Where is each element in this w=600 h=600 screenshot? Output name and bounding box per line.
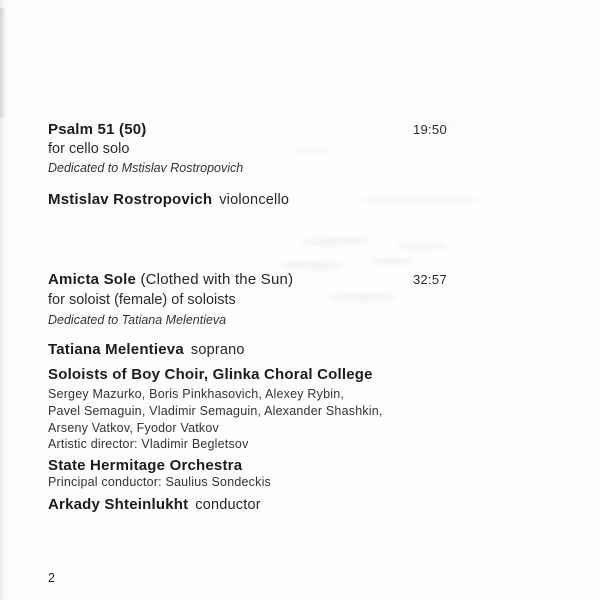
track2-dedication: Dedicated to Tatiana Melentieva	[48, 313, 227, 327]
track2-subtitle: for soloist (female) of soloists	[48, 292, 236, 308]
conductor-role: conductor	[195, 497, 261, 513]
track1-dedication: Dedicated to Mstislav Rostropovich	[48, 161, 244, 175]
show-through-artifact	[330, 294, 396, 301]
track1-duration: 19:50	[412, 122, 447, 137]
show-through-artifact	[292, 148, 332, 154]
show-through-artifact	[300, 237, 370, 246]
track1-title-row	[48, 121, 447, 138]
track2-title-row	[48, 271, 447, 288]
show-through-artifact	[282, 261, 342, 270]
track2-title: Amicta Sole (Clothed with the Sun)	[48, 271, 294, 288]
choir-members-line1: Sergey Mazurko, Boris Pinkhasovich, Alexey Rybin,	[48, 387, 345, 401]
show-through-artifact	[360, 196, 480, 204]
choir-artistic-director: Artistic director: Vladimir Begletsov	[48, 437, 249, 451]
scan-gutter-shadow-top	[0, 8, 7, 118]
choir-name: Soloists of Boy Choir, Glinka Choral College	[48, 366, 373, 383]
show-through-artifact	[398, 243, 446, 249]
track2-soloist-role: soprano	[190, 342, 245, 358]
track1-title: Psalm 51 (50)	[48, 121, 147, 138]
track2-soloist-name: Tatiana Melentieva	[48, 341, 184, 358]
track1-performer	[48, 191, 289, 209]
choir-members-line2: Pavel Semaguin, Vladimir Semaguin, Alexander Shashkin,	[48, 404, 383, 418]
track2-title-translation: (Clothed with the Sun)	[140, 271, 294, 288]
choir-members-line3: Arseny Vatkov, Fyodor Vatkov	[48, 421, 219, 435]
track1-soloist-name: Mstislav Rostropovich	[48, 191, 213, 208]
conductor-name: Arkady Shteinlukht	[48, 496, 189, 513]
show-through-artifact	[372, 258, 412, 264]
track2-performer	[48, 341, 245, 359]
orchestra-principal-conductor: Principal conductor: Saulius Sondeckis	[48, 475, 271, 489]
track1-subtitle: for cello solo	[48, 141, 130, 157]
track2-duration: 32:57	[412, 272, 447, 287]
conductor-line	[48, 496, 261, 514]
track1-soloist-role: violoncello	[219, 192, 290, 208]
page-number: 2	[48, 571, 55, 585]
orchestra-name: State Hermitage Orchestra	[48, 457, 243, 474]
